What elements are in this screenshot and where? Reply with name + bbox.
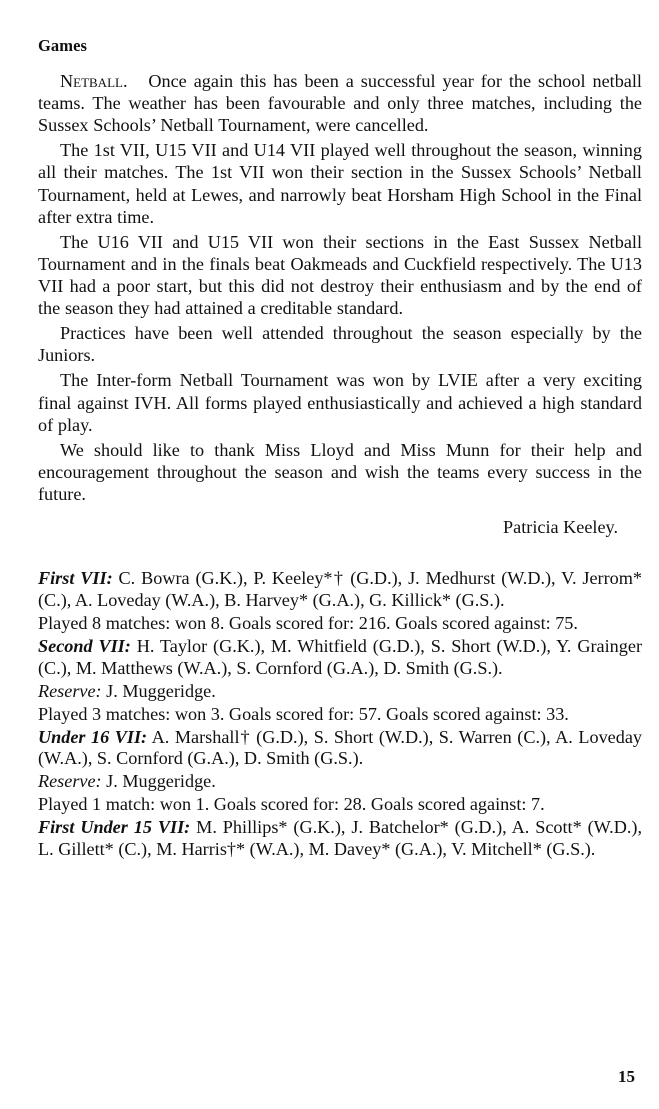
team-record: Played 1 match: won 1. Goals scored for: 28. Goals scored against: 7.: [38, 794, 545, 815]
list-item: [38, 727, 642, 771]
paragraph-teams-season: The 1st VII, U15 VII and U14 VII played well throughout the season, winning all their matches. The 1st VII won their section in the Sussex Schools’ Netball Tournament, held at Lewes, and narrowly beat Horsham High School in the Final after extra time.: [38, 140, 642, 227]
list-item: [38, 794, 642, 816]
list-item: [38, 613, 642, 635]
page-content: [38, 36, 642, 862]
team-record: Played 3 matches: won 3. Goals scored for: 57. Goals scored against: 33.: [38, 703, 569, 724]
team-label: Second VII:: [38, 635, 131, 656]
page-number: 15: [618, 1067, 635, 1086]
article-signature: Patricia Keeley.: [503, 517, 618, 538]
reserve-name: J. Muggeridge.: [106, 680, 216, 701]
team-members: M. Phillips* (G.K.), J. Batchelor* (G.D.), A. Scott* (W.D.), L. Gillett* (C.), M. Harris†* (W.A.), M. Davey* (G.A.), V. Mitchell* (G.S.).: [38, 817, 643, 860]
paragraph-east-sussex: The U16 VII and U15 VII won their sections in the East Sussex Netball Tournament and in the finals beat Oakmeads and Cuckfield respectively. The U13 VII had a poor start, but this did not destroy their enthusiasm and by the end of the season they had attained a creditable standard.: [38, 231, 642, 319]
reserve-label: Reserve:: [38, 680, 102, 701]
reserve-name: J. Muggeridge.: [106, 771, 216, 792]
list-item: [38, 817, 642, 861]
paragraph-netball-intro: [38, 70, 642, 136]
team-members: A. Marshall† (G.D.), S. Short (W.D.), S. Warren (C.), A. Loveday (W.A.), S. Cornford (G.A.), D. Smith (G.S.).: [38, 726, 642, 769]
paragraph-thanks: We should like to thank Miss Lloyd and Miss Munn for their help and encouragement throughout the season and wish the teams every success in the future.: [38, 439, 642, 504]
netball-lead-label: Netball.: [60, 71, 128, 91]
paragraph-practices: Practices have been well attended throughout the season especially by the Juniors.: [38, 323, 642, 366]
list-item: [38, 681, 642, 703]
list-item: [38, 636, 642, 680]
team-label: First VII:: [38, 568, 113, 589]
team-members: H. Taylor (G.K.), M. Whitfield (G.D.), S. Short (W.D.), Y. Grainger (C.), M. Matthews (W.A.), S. Cornford (G.A.), D. Smith (G.S.).: [38, 635, 642, 678]
team-label: First Under 15 VII:: [38, 817, 191, 838]
page-title: Games: [38, 36, 88, 55]
reserve-label: Reserve:: [38, 771, 102, 792]
team-list: [38, 568, 642, 861]
paragraph-text: Once again this has been a successful year for the school netball teams. The weather has been favourable and only three matches, including the Sussex Schools’ Netball Tournament, were cancelled.: [38, 71, 642, 136]
paragraph-interform: The Inter-form Netball Tournament was won by LVIE after a very exciting final against IVH. All forms played enthusiastically and achieved a high standard of play.: [38, 370, 642, 435]
team-record: Played 8 matches: won 8. Goals scored for: 216. Goals scored against: 75.: [38, 612, 578, 633]
list-item: [38, 771, 642, 793]
team-members: C. Bowra (G.K.), P. Keeley*† (G.D.), J. Medhurst (W.D.), V. Jerrom* (C.), A. Loveday (W.A.), B. Harvey* (G.A.), G. Killick* (G.S.).: [38, 568, 642, 610]
list-item: [38, 568, 642, 612]
team-label: Under 16 VII:: [38, 726, 148, 747]
list-item: [38, 704, 642, 726]
